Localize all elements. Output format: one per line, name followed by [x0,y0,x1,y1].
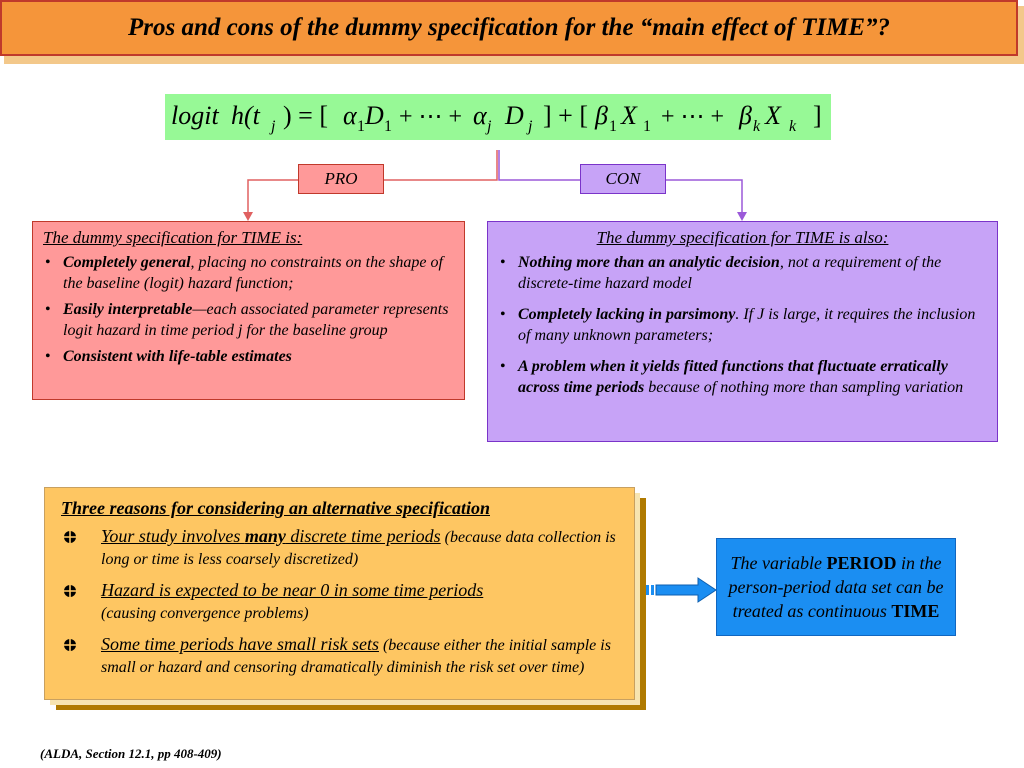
block-arrow-icon [644,577,718,603]
callout-mid: in the person-period data set can be treated as continuous [728,553,944,621]
pro-box [32,221,465,400]
pro-item-bold: Consistent with life-table estimates [63,348,292,365]
reasons-list [61,525,620,679]
formula-bracket-end: ] [813,101,822,130]
reason-main [101,580,483,600]
pro-item-bold: Easily interpretable [63,301,193,318]
formula-eq: ) = [ [283,101,328,130]
pro-tag [298,164,384,194]
formula-h: h(t [231,101,260,130]
con-box [487,221,998,442]
con-item-bold: A problem when it yields fitted functions that fluctuate erratically across time periods [518,358,948,396]
reason-sub: (causing convergence problems) [101,605,309,622]
crosshair-bullet-icon [63,583,77,605]
reason-main-text-post: discrete time periods [285,526,441,546]
reason-main-text: Some time periods have small risk sets [101,634,379,654]
list-item [43,346,454,367]
formula-Dj: D [505,101,524,130]
con-item-text: because of nothing more than sampling variation [644,379,964,396]
con-list [498,252,987,398]
formula-dots-1: + ⋯ + [399,104,463,130]
callout-time: TIME [891,601,940,621]
bullet-icon: • [45,348,51,365]
con-item-text: . If J is large, it requires the inclusion of many unknown parameters; [518,306,976,344]
crosshair-bullet-icon [63,529,77,551]
formula-sub-j3: j [528,118,533,135]
formula-bracket-mid: ] + [ [543,101,588,130]
reason-main [101,526,441,546]
bullet-icon: • [45,301,51,318]
list-item [43,299,454,341]
hazard-formula [165,94,831,140]
con-tag-label: CON [605,169,641,188]
reason-sub: (because data collection is long or time is less coarsely discretized) [101,529,616,568]
pro-item-bold: Completely general [63,254,191,271]
formula-D1: D [365,101,384,130]
callout-period: PERIOD [826,553,897,573]
formula-Xk: X [765,101,781,130]
con-item-bold: Nothing more than an analytic decision [518,254,780,271]
list-item [61,579,620,625]
reason-main-text: Hazard is expected to be near 0 in some time periods [101,580,484,600]
crosshair-bullet-icon [63,637,77,659]
bullet-icon: • [500,358,506,375]
reasons-heading: Three reasons for considering an alternative specification [61,498,490,518]
formula-sub-1b: 1 [384,118,392,135]
formula-sub-j2: j [487,118,492,135]
formula-X1: X [621,101,637,130]
con-item-text: , not a requirement of the discrete-time hazard model [518,254,942,292]
formula-logit: logit [171,101,219,130]
callout-pre: The variable [730,553,827,573]
slide-title: Pros and cons of the dummy specification for the “main effect of TIME”? [127,14,890,41]
pro-tag-label: PRO [324,169,358,188]
formula-beta1: β [595,101,608,130]
pro-item-text: —each associated parameter represents logit hazard in time period j for the baseline group [63,301,449,339]
pro-heading: The dummy specification for TIME is: [43,228,303,247]
pro-list [43,252,454,367]
con-heading: The dummy specification for TIME is also: [596,228,889,247]
formula-alpha1: α [343,101,357,130]
bullet-icon: • [500,306,506,323]
callout-text [721,551,951,623]
period-callout [716,538,956,636]
list-item [61,525,620,571]
formula-sub-1a: 1 [357,118,365,135]
con-item-bold: Completely lacking in parsimony [518,306,736,323]
formula-dots-2: + ⋯ + [661,104,725,130]
con-tag [580,164,666,194]
list-item [498,252,987,294]
bullet-icon: • [500,254,506,271]
list-item [498,304,987,346]
list-item [43,252,454,294]
reason-sub: (because either the initial sample is small or hazard and censoring dramatically diminish the risk set over time) [101,637,611,676]
formula-sub-k1: k [753,118,761,135]
bullet-icon: • [45,254,51,271]
formula-sub-1c: 1 [609,118,617,135]
formula-sub-1d: 1 [643,118,651,135]
list-item [498,356,987,398]
citation: (ALDA, Section 12.1, pp 408-409) [40,746,222,761]
list-item [61,633,620,679]
reason-main-bold: many [244,526,286,546]
formula-alphaj: α [473,101,487,130]
reasons-box [44,487,635,700]
formula-sub-j: j [271,118,276,135]
formula-betak: β [739,101,752,130]
reason-main [101,634,379,654]
formula-sub-k2: k [789,118,797,135]
reason-main-text: Your study involves [101,526,245,546]
pro-item-text: , placing no constraints on the shape of the baseline (logit) hazard function; [63,254,443,292]
